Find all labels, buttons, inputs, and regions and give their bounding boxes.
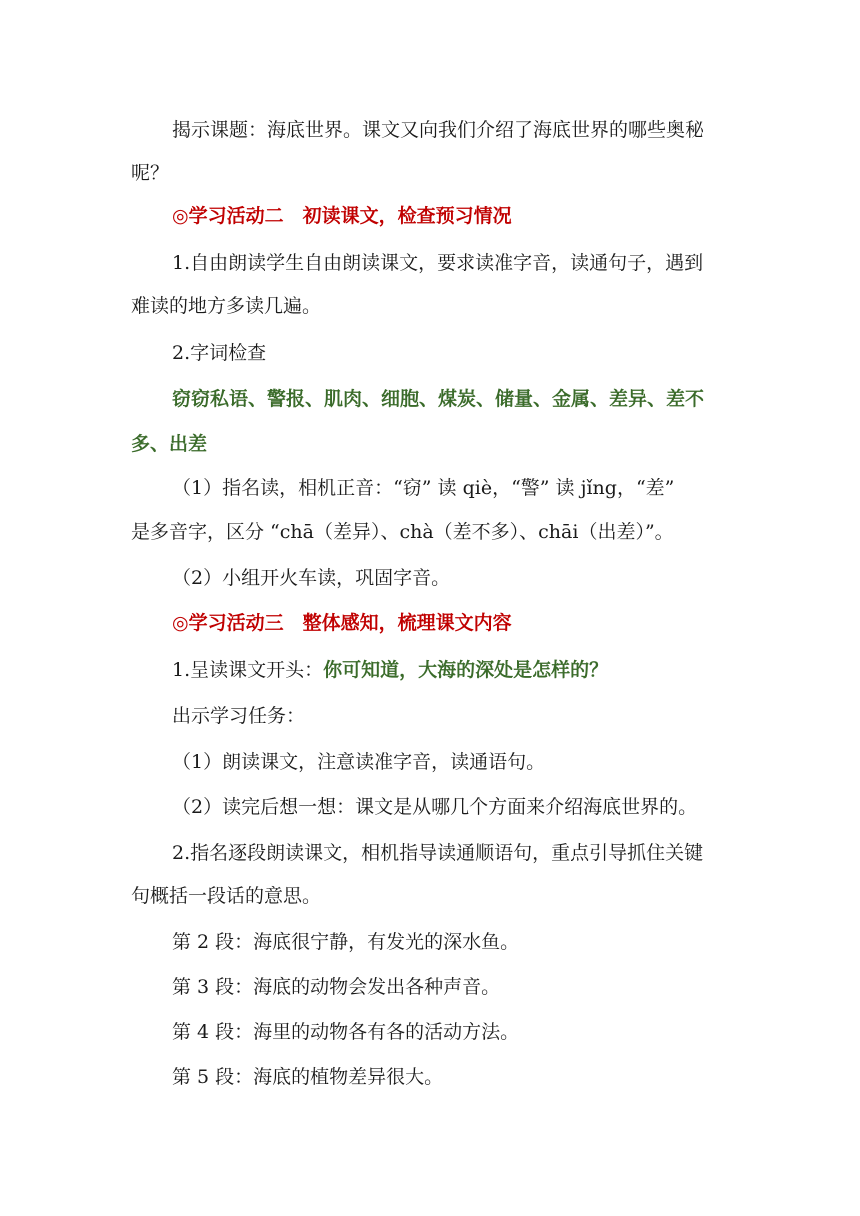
- paragraph-2-summary: 第 2 段：海底很宁静，有发光的深水鱼。: [172, 931, 520, 953]
- activity-two-heading: ◎学习活动二 初读课文，检查预习情况: [172, 205, 512, 227]
- vocab-line-2: 多、出差: [131, 433, 208, 455]
- step-one-line-1: 1.自由朗读学生自由朗读课文，要求读准字音，读通句子，遇到: [172, 252, 704, 274]
- step-one-line-2: 难读的地方多读几遍。: [131, 295, 322, 317]
- opening-question: 你可知道，大海的深处是怎样的？: [323, 659, 609, 681]
- intro-line-2: 呢？: [131, 162, 170, 184]
- paragraph-4-summary: 第 4 段：海里的动物各有各的活动方法。: [172, 1021, 520, 1043]
- opening-reading-label: 1.呈读课文开头：: [172, 659, 324, 681]
- vocab-line-1: 窃窃私语、警报、肌肉、细胞、煤炭、储量、金属、差异、差不: [172, 388, 705, 410]
- intro-line-1: 揭示课题：海底世界。课文又向我们介绍了海底世界的哪些奥秘: [172, 119, 705, 141]
- paragraph-5-summary: 第 5 段：海底的植物差异很大。: [172, 1066, 444, 1088]
- pronunciation-line-1: （1）指名读，相机正音：“窃” 读 qiè，“警” 读 jǐng，“差”: [172, 477, 675, 499]
- paragraph-reading-line-1: 2.指名逐段朗读课文，相机指导读通顺语句，重点引导抓住关键: [172, 842, 704, 864]
- opening-reading-line: [172, 657, 608, 683]
- task-one: （1）朗读课文，注意读准字音，读通语句。: [172, 751, 546, 773]
- step-two-title: 2.字词检查: [172, 342, 267, 364]
- task-title: 出示学习任务：: [172, 705, 306, 727]
- paragraph-reading-line-2: 句概括一段话的意思。: [131, 885, 322, 907]
- task-two: （2）读完后想一想：课文是从哪几个方面来介绍海底世界的。: [172, 796, 698, 818]
- pronunciation-line-2: 是多音字，区分 “chā（差异）、chà（差不多）、chāi（出差）”。: [131, 521, 674, 543]
- group-reading-line: （2）小组开火车读，巩固字音。: [172, 567, 451, 589]
- paragraph-3-summary: 第 3 段：海底的动物会发出各种声音。: [172, 976, 501, 998]
- activity-three-heading: ◎学习活动三 整体感知，梳理课文内容: [172, 612, 512, 634]
